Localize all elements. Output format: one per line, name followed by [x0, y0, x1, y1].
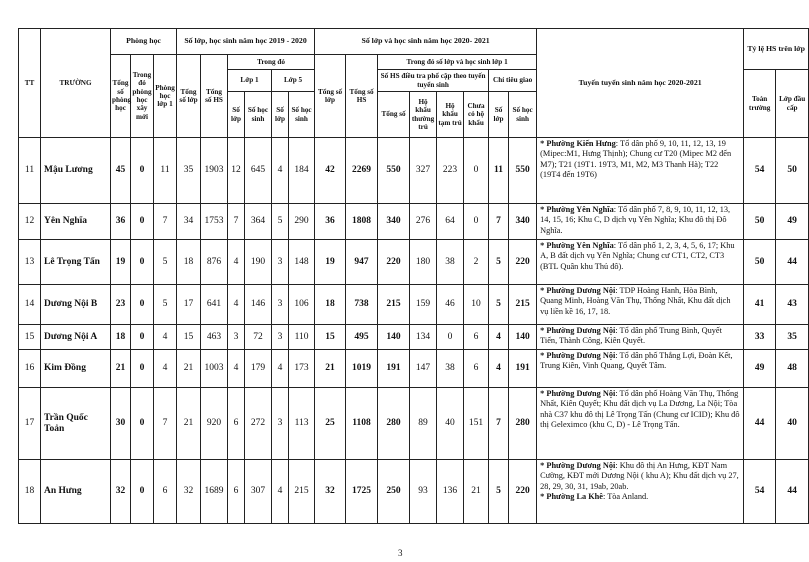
cell-g1-students: 364	[245, 204, 272, 240]
cell-none: 2	[464, 240, 489, 285]
cell-ratio-all: 44	[744, 388, 776, 460]
cell-zone	[537, 204, 744, 240]
cell-tt: 18	[19, 460, 41, 524]
cell-g5-students: 110	[289, 325, 315, 350]
cell-g1-classes: 6	[228, 460, 245, 524]
hdr-tt: TT	[19, 29, 41, 138]
table-header	[19, 29, 809, 138]
cell-rooms-grade1: 5	[154, 240, 177, 285]
cell-zone	[537, 460, 744, 524]
cell-ratio-all: 54	[744, 138, 776, 204]
cell-survey-total: 550	[378, 138, 410, 204]
hdr-zone: Tuyến tuyển sinh năm học 2020-2021	[537, 29, 744, 138]
cell-quota-students: 215	[509, 285, 537, 325]
cell-none: 6	[464, 350, 489, 388]
cell-perm: 134	[410, 325, 437, 350]
hdr-y1920-classes: Tổng số lớp	[177, 55, 201, 138]
cell-y2021-classes: 19	[315, 240, 346, 285]
cell-ratio-g1: 44	[776, 240, 809, 285]
cell-rooms-total: 45	[111, 138, 131, 204]
cell-rooms-grade1: 5	[154, 285, 177, 325]
cell-rooms-grade1: 7	[154, 204, 177, 240]
page-number: 3	[398, 548, 403, 558]
cell-none: 10	[464, 285, 489, 325]
table-row	[19, 138, 809, 204]
table-row	[19, 350, 809, 388]
cell-perm: 327	[410, 138, 437, 204]
cell-quota-classes: 4	[489, 350, 509, 388]
cell-y2021-classes: 15	[315, 325, 346, 350]
cell-y2021-students: 947	[346, 240, 378, 285]
cell-zone	[537, 240, 744, 285]
cell-school: Yên Nghĩa	[41, 204, 111, 240]
zone-text: : Tổ dân phố 7, 8, 9, 10, 11, 12, 13, 14, 15, 16; Khu C, D dịch vụ Yên Nghĩa; Khu đô thị Đô Nghĩa.	[540, 205, 731, 235]
cell-g5-classes: 4	[272, 460, 289, 524]
zone-ward: * Phường Dương Nội	[540, 461, 616, 470]
cell-y1920-classes: 15	[177, 325, 201, 350]
cell-quota-students: 191	[509, 350, 537, 388]
cell-perm: 93	[410, 460, 437, 524]
cell-temp: 64	[437, 204, 464, 240]
cell-rooms-new: 0	[131, 388, 154, 460]
table-row	[19, 285, 809, 325]
cell-y1920-students: 1689	[201, 460, 228, 524]
cell-quota-students: 220	[509, 240, 537, 285]
zone-ward: * Phường Yên Nghĩa	[540, 205, 614, 214]
cell-ratio-all: 49	[744, 350, 776, 388]
cell-none: 0	[464, 138, 489, 204]
cell-tt: 13	[19, 240, 41, 285]
hdr-survey-total: Tổng số	[378, 92, 410, 138]
cell-ratio-g1: 49	[776, 204, 809, 240]
table-row	[19, 204, 809, 240]
hdr-survey: Số HS điều tra phổ cập theo tuyến tuyển sinh	[378, 70, 489, 92]
hdr-grade1: Lớp 1	[228, 70, 272, 92]
cell-school: Trần Quốc Toản	[41, 388, 111, 460]
cell-quota-classes: 4	[489, 325, 509, 350]
table-row	[19, 240, 809, 285]
hdr-y2021-students: Tổng số HS	[346, 55, 378, 138]
cell-g1-students: 190	[245, 240, 272, 285]
cell-g1-students: 179	[245, 350, 272, 388]
cell-none: 6	[464, 325, 489, 350]
cell-g5-classes: 5	[272, 204, 289, 240]
cell-y2021-classes: 18	[315, 285, 346, 325]
cell-temp: 46	[437, 285, 464, 325]
cell-y2021-students: 1108	[346, 388, 378, 460]
cell-g1-classes: 12	[228, 138, 245, 204]
cell-survey-total: 215	[378, 285, 410, 325]
hdr-rooms-total: Tổng số phòng học	[111, 55, 131, 138]
cell-y1920-classes: 32	[177, 460, 201, 524]
cell-rooms-new: 0	[131, 285, 154, 325]
cell-g1-classes: 4	[228, 350, 245, 388]
cell-perm: 276	[410, 204, 437, 240]
cell-y1920-students: 920	[201, 388, 228, 460]
hdr-g5-classes: Số lớp	[272, 92, 289, 138]
table-row	[19, 325, 809, 350]
zone-text: : Tổ dân phố 1, 2, 3, 4, 5, 6, 17; Khu A, B đất dịch vụ Yên Nghĩa; Chung cư CT1, CT2, CT3 (BTL Quân khu Thủ đô).	[540, 241, 735, 271]
cell-rooms-total: 19	[111, 240, 131, 285]
cell-rooms-new: 0	[131, 138, 154, 204]
cell-rooms-total: 18	[111, 325, 131, 350]
cell-survey-total: 220	[378, 240, 410, 285]
cell-quota-classes: 5	[489, 460, 509, 524]
hdr-quota-students: Số học sinh	[509, 92, 537, 138]
hdr-g5-students: Số học sinh	[289, 92, 315, 138]
cell-rooms-total: 23	[111, 285, 131, 325]
cell-school: Mậu Lương	[41, 138, 111, 204]
zone-text: : TDP Hoàng Hanh, Hòa Bình, Quang Minh, Hoàng Văn Thụ, Thống Nhất, Khu đất dịch vụ liền kề 16, 17, 18.	[540, 286, 731, 316]
cell-g5-students: 215	[289, 460, 315, 524]
cell-rooms-grade1: 6	[154, 460, 177, 524]
cell-perm: 159	[410, 285, 437, 325]
cell-quota-students: 340	[509, 204, 537, 240]
cell-y1920-classes: 35	[177, 138, 201, 204]
hdr-in-which: Trong đó	[228, 55, 315, 70]
hdr-y2021-classes: Tổng số lớp	[315, 55, 346, 138]
cell-g1-students: 307	[245, 460, 272, 524]
cell-rooms-new: 0	[131, 325, 154, 350]
cell-school: Lê Trọng Tấn	[41, 240, 111, 285]
cell-g1-students: 72	[245, 325, 272, 350]
hdr-none: Chưa có hộ khẩu	[464, 92, 489, 138]
cell-y1920-students: 876	[201, 240, 228, 285]
cell-rooms-grade1: 11	[154, 138, 177, 204]
cell-y1920-classes: 34	[177, 204, 201, 240]
cell-y2021-classes: 25	[315, 388, 346, 460]
table-row	[19, 460, 809, 524]
cell-g5-students: 113	[289, 388, 315, 460]
cell-rooms-total: 30	[111, 388, 131, 460]
cell-quota-students: 550	[509, 138, 537, 204]
cell-g1-students: 272	[245, 388, 272, 460]
zone-text: : Khu đô thị An Hưng, KĐT Nam Cường, KĐT mới Dương Nội ( khu A); Khu đất dịch vụ 27, 28, 29, 30, 31, 19ab, 20ab.	[540, 461, 739, 491]
cell-rooms-grade1: 4	[154, 325, 177, 350]
cell-y2021-classes: 21	[315, 350, 346, 388]
cell-zone	[537, 325, 744, 350]
hdr-rooms-new: Trong đó phòng học xây mới	[131, 55, 154, 138]
cell-ratio-g1: 35	[776, 325, 809, 350]
cell-tt: 16	[19, 350, 41, 388]
zone-text: : Tổ dân phố 9, 10, 11, 12, 13, 19 (Mipec:M1, Hưng Thịnh); Chung cư T20 (Mipec M2 đến M7); T21 (19T1. 19T3, M1, M2, M3 Thanh Hà); T22 (19T4 đến 19T6)	[540, 139, 732, 180]
cell-y1920-students: 641	[201, 285, 228, 325]
cell-ratio-g1: 48	[776, 350, 809, 388]
cell-g1-students: 645	[245, 138, 272, 204]
hdr-ratio-all: Toàn trường	[744, 70, 776, 138]
cell-y1920-classes: 17	[177, 285, 201, 325]
zone-ward-2: * Phường La Khê	[540, 492, 603, 502]
cell-g5-classes: 3	[272, 240, 289, 285]
cell-survey-total: 280	[378, 388, 410, 460]
cell-none: 151	[464, 388, 489, 460]
table-row	[19, 388, 809, 460]
cell-g1-classes: 7	[228, 204, 245, 240]
hdr-ratio: Tỷ lệ HS trên lớp	[744, 29, 809, 70]
cell-g1-classes: 6	[228, 388, 245, 460]
cell-school: An Hưng	[41, 460, 111, 524]
zone-text: : Tổ dân phố Hoàng Văn Thụ, Thống Nhất, Kiên Quyết; Khu đất dịch vụ La Dương, La Nội; Tòa nhà C37 khu đô thị Lê Trọng Tấn (Chung cư ICID); Khu đô thị Geleximco (khu C, D) - Lê Trọng Tấn.	[540, 389, 740, 430]
zone-ward: * Phường Kiến Hưng	[540, 139, 616, 148]
cell-g5-classes: 3	[272, 388, 289, 460]
cell-tt: 15	[19, 325, 41, 350]
zone-ward: * Phường Dương Nội	[540, 389, 616, 398]
cell-temp: 40	[437, 388, 464, 460]
cell-school: Dương Nội B	[41, 285, 111, 325]
cell-survey-total: 191	[378, 350, 410, 388]
hdr-y1920: Số lớp, học sinh năm học 2019 - 2020	[177, 29, 315, 55]
cell-g5-students: 184	[289, 138, 315, 204]
table-body	[19, 138, 809, 524]
cell-temp: 136	[437, 460, 464, 524]
cell-y1920-students: 463	[201, 325, 228, 350]
cell-school: Kim Đồng	[41, 350, 111, 388]
zone-ward: * Phường Yên Nghĩa	[540, 241, 614, 250]
cell-g1-classes: 4	[228, 240, 245, 285]
zone-ward: * Phường Dương Nội	[540, 326, 616, 335]
hdr-quota: Chỉ tiêu giao	[489, 70, 537, 92]
cell-y2021-classes: 32	[315, 460, 346, 524]
cell-y1920-classes: 18	[177, 240, 201, 285]
cell-quota-classes: 5	[489, 240, 509, 285]
cell-survey-total: 140	[378, 325, 410, 350]
hdr-quota-classes: Số lớp	[489, 92, 509, 138]
cell-g5-students: 290	[289, 204, 315, 240]
hdr-temp: Hộ khẩu tạm trú	[437, 92, 464, 138]
cell-y2021-students: 2269	[346, 138, 378, 204]
zone-text: : Tổ dân phố Thắng Lợi, Đoàn Kết, Trung Kiên, Vinh Quang, Quyết Tâm.	[540, 351, 733, 371]
hdr-grade5: Lớp 5	[272, 70, 315, 92]
hdr-y2021-grade1: Trong đó số lớp và học sinh lớp 1	[378, 55, 537, 70]
cell-tt: 12	[19, 204, 41, 240]
cell-perm: 180	[410, 240, 437, 285]
cell-ratio-all: 33	[744, 325, 776, 350]
cell-survey-total: 250	[378, 460, 410, 524]
cell-rooms-new: 0	[131, 204, 154, 240]
cell-ratio-all: 50	[744, 204, 776, 240]
hdr-school: TRƯỜNG	[41, 29, 111, 138]
zone-ward: * Phường Dương Nội	[540, 351, 616, 360]
cell-ratio-all: 54	[744, 460, 776, 524]
hdr-y1920-students: Tổng số HS	[201, 55, 228, 138]
cell-y2021-students: 1725	[346, 460, 378, 524]
cell-y1920-classes: 21	[177, 388, 201, 460]
cell-rooms-grade1: 4	[154, 350, 177, 388]
cell-g5-students: 106	[289, 285, 315, 325]
cell-rooms-total: 32	[111, 460, 131, 524]
cell-y1920-classes: 21	[177, 350, 201, 388]
cell-temp: 38	[437, 350, 464, 388]
cell-quota-classes: 7	[489, 204, 509, 240]
cell-rooms-new: 0	[131, 460, 154, 524]
cell-g5-classes: 3	[272, 325, 289, 350]
cell-rooms-grade1: 7	[154, 388, 177, 460]
zone-ward: * Phường Dương Nội	[540, 286, 616, 295]
cell-g1-classes: 3	[228, 325, 245, 350]
cell-zone	[537, 285, 744, 325]
hdr-rooms-grade1: Phòng học lớp 1	[154, 55, 177, 138]
cell-rooms-new: 0	[131, 240, 154, 285]
cell-rooms-total: 21	[111, 350, 131, 388]
cell-g1-students: 146	[245, 285, 272, 325]
cell-y2021-students: 1019	[346, 350, 378, 388]
cell-temp: 38	[437, 240, 464, 285]
cell-zone	[537, 388, 744, 460]
cell-y2021-students: 495	[346, 325, 378, 350]
cell-ratio-g1: 44	[776, 460, 809, 524]
cell-y2021-classes: 42	[315, 138, 346, 204]
enrollment-table	[18, 28, 809, 524]
cell-ratio-g1: 40	[776, 388, 809, 460]
hdr-y2021: Số lớp và học sinh năm học 2020- 2021	[315, 29, 537, 55]
cell-y2021-classes: 36	[315, 204, 346, 240]
cell-perm: 147	[410, 350, 437, 388]
cell-ratio-g1: 50	[776, 138, 809, 204]
hdr-g1-classes: Số lớp	[228, 92, 245, 138]
cell-rooms-new: 0	[131, 350, 154, 388]
cell-ratio-all: 41	[744, 285, 776, 325]
cell-g1-classes: 4	[228, 285, 245, 325]
hdr-perm: Hộ khẩu thường trú	[410, 92, 437, 138]
cell-y2021-students: 1808	[346, 204, 378, 240]
cell-quota-students: 140	[509, 325, 537, 350]
cell-tt: 17	[19, 388, 41, 460]
cell-g5-classes: 4	[272, 350, 289, 388]
cell-ratio-g1: 43	[776, 285, 809, 325]
cell-g5-classes: 4	[272, 138, 289, 204]
cell-y1920-students: 1903	[201, 138, 228, 204]
cell-y1920-students: 1003	[201, 350, 228, 388]
cell-g5-classes: 3	[272, 285, 289, 325]
cell-zone	[537, 138, 744, 204]
cell-tt: 11	[19, 138, 41, 204]
cell-quota-classes: 7	[489, 388, 509, 460]
zone-text: : Tổ dân phố Trung Bình, Quyết Tiến, Thành Công, Kiên Quyết.	[540, 326, 722, 346]
zone-text-2: : Tòa Anland.	[602, 492, 649, 502]
cell-g5-students: 173	[289, 350, 315, 388]
cell-survey-total: 340	[378, 204, 410, 240]
cell-rooms-total: 36	[111, 204, 131, 240]
hdr-ratio-g1: Lớp đầu cấp	[776, 70, 809, 138]
cell-temp: 223	[437, 138, 464, 204]
cell-zone	[537, 350, 744, 388]
cell-tt: 14	[19, 285, 41, 325]
enrollment-table-sheet	[18, 28, 806, 524]
cell-ratio-all: 50	[744, 240, 776, 285]
cell-none: 0	[464, 204, 489, 240]
cell-y1920-students: 1753	[201, 204, 228, 240]
cell-school: Dương Nội A	[41, 325, 111, 350]
hdr-g1-students: Số học sinh	[245, 92, 272, 138]
cell-quota-students: 280	[509, 388, 537, 460]
hdr-rooms: Phòng học	[111, 29, 177, 55]
cell-perm: 89	[410, 388, 437, 460]
cell-g5-students: 148	[289, 240, 315, 285]
cell-quota-students: 220	[509, 460, 537, 524]
cell-none: 21	[464, 460, 489, 524]
cell-quota-classes: 11	[489, 138, 509, 204]
cell-temp: 0	[437, 325, 464, 350]
cell-quota-classes: 5	[489, 285, 509, 325]
cell-y2021-students: 738	[346, 285, 378, 325]
